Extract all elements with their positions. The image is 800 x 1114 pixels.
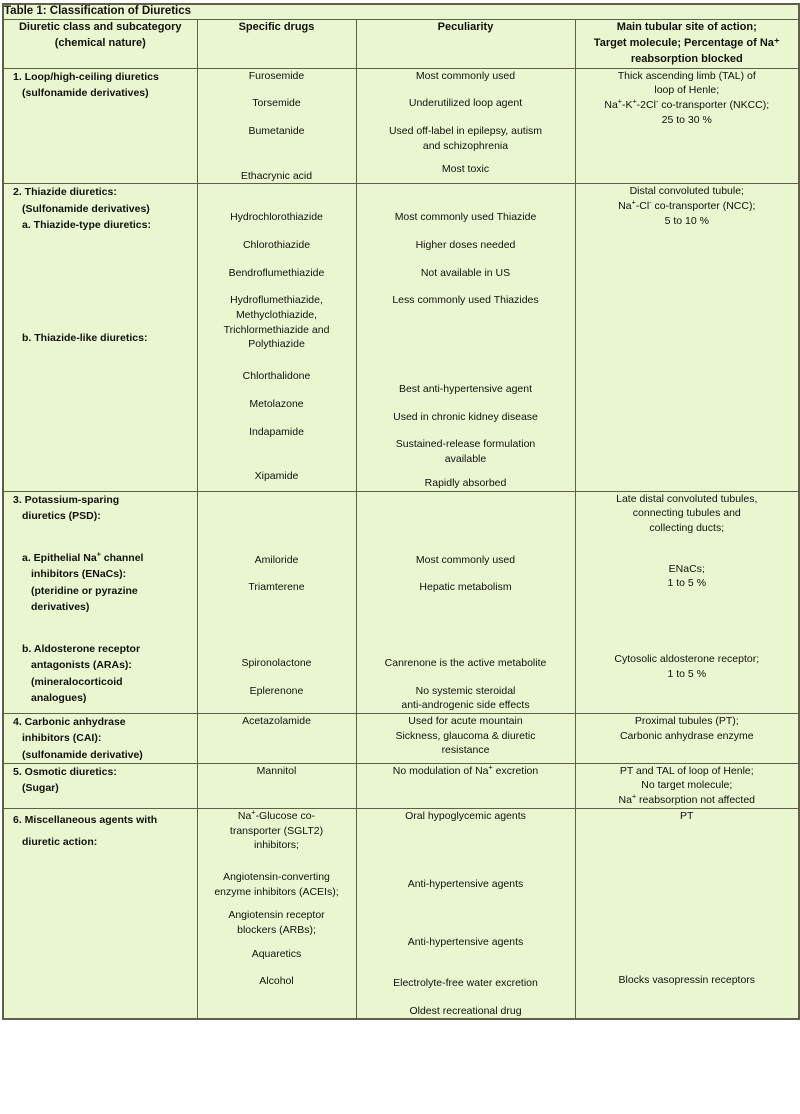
row-thiazide-class-line2: (Sulfonamide derivatives) [22,202,150,215]
row-loop-class-line2: (sulfonamide derivatives) [22,86,149,99]
row-psd-peculiarity-cell [356,491,575,713]
table-row [3,491,799,713]
drug-item: Furosemide [248,69,305,82]
row-loop-site-cell [575,68,799,184]
row-psd-drugs-cell [197,491,356,713]
site-item: Cytosolic aldosterone receptor; 1 to 5 % [614,652,760,680]
peculiarity-item: Best anti-hypertensive agent [398,383,533,396]
spacer [357,639,575,656]
spacer [357,184,575,201]
row-thiazide-sub-b: b. Thiazide-like diuretics: [22,332,148,345]
spacer [198,595,356,639]
row-psd-sub-b: b. Aldosterone receptor antagonists (ARAs): (mineralocorticoid analogues) [22,643,141,704]
row-cai-drugs-cell [197,713,356,763]
spacer [198,201,356,210]
site-item: PT and TAL of loop of Henle; No target molecule; Na+ reabsorption not affected [618,764,756,807]
header-drugs-line1: Specific drugs [238,20,315,33]
peculiarity-item: Used off-label in epilepsy, autism and schizophrenia [388,124,543,152]
peculiarity-item: Underutilized loop agent [408,97,523,110]
site-item: Proximal tubules (PT); Carbonic anhydrase enzyme [619,714,754,742]
drug-item: Aquaretics [251,947,302,960]
spacer [357,536,575,553]
row-misc-class-line1: 6. Miscellaneous agents with [13,813,158,826]
spacer [576,635,799,652]
row-thiazide-class-cell [3,184,197,491]
table-row [3,68,799,184]
row-cai-site-cell [575,713,799,763]
spacer [576,956,799,973]
drug-item: Eplerenone [249,684,304,697]
drug-item: Bendroflumethiazide [228,266,325,279]
peculiarity-item: Most commonly used Thiazide [394,211,537,224]
spacer [357,868,575,877]
drug-item: Hydrochlorothiazide [230,211,323,224]
peculiarity-item: Anti-hypertensive agents [407,877,524,890]
spacer [13,277,193,321]
row-misc-class-line2: diuretic action: [22,835,98,848]
spacer [198,184,356,201]
row-psd-site-cell [575,491,799,713]
column-header-drugs [197,19,356,68]
header-site-line3: reabsorption blocked [630,52,743,65]
row-psd-sub-a: a. Epithelial Na+ channel inhibitors (ENaCs): (pteridine or pyrazine derivatives) [22,550,144,613]
spacer [198,938,356,947]
spacer [576,912,799,956]
drug-item: Triamterene [248,581,305,594]
row-osmotic-drugs-cell [197,763,356,808]
spacer [357,308,575,352]
row-thiazide-sub-a: a. Thiazide-type diuretics: [22,218,151,231]
row-osmotic-class-cell [3,763,197,808]
spacer [13,524,193,541]
row-loop-class-line1: 1. Loop/high-ceiling diuretics [13,70,159,83]
peculiarity-item: Rapidly absorbed [424,476,507,489]
row-cai-peculiarity-cell [356,713,575,763]
spacer [13,632,193,641]
peculiarity-item: Used in chronic kidney disease [393,410,538,423]
spacer [576,553,799,562]
spacer [357,950,575,967]
row-loop-drugs-cell [197,68,356,184]
spacer [357,467,575,476]
drug-item: Na+-Glucose co- transporter (SGLT2) inhibitors; [229,808,324,852]
spacer [357,824,575,868]
site-item: Thick ascending limb (TAL) of loop of Henle; Na+-K+-2Cl- co-transporter (NKCC); 25 to 30 % [604,69,770,126]
drug-item: Mannitol [256,764,297,777]
diuretics-classification-table [2,3,800,1020]
row-thiazide-class-line1: 2. Thiazide diuretics: [13,186,117,199]
spacer [357,153,575,162]
row-osmotic-class-line1: 5. Osmotic diuretics: [13,765,117,778]
ncc-formula: Na+-Cl- co-transporter (NCC); [618,198,756,213]
row-cai-class-cell [3,713,197,763]
row-loop-peculiarity-cell [356,68,575,184]
row-psd-class-line2: diuretics (PSD): [22,509,101,522]
spacer [357,492,575,536]
row-osmotic-class-line2: (Sugar) [22,782,59,795]
site-item: Blocks vasopressin receptors [618,973,756,986]
peculiarity-item: Canrenone is the active metabolite [384,656,547,669]
drug-item: Ethacrynic acid [240,169,313,182]
spacer [13,615,193,632]
peculiarity-item: No modulation of Na+ excretion [392,763,539,777]
drug-item: Angiotensin-converting enzyme inhibitors (ACEIs); [214,870,339,898]
spacer [198,899,356,908]
drug-item: Chlorthalidone [242,370,311,383]
row-misc-site-cell [575,808,799,1019]
header-class-line2: (chemical nature) [54,36,146,49]
row-cai-class-line2: inhibitors (CAI): [22,732,102,745]
spacer [198,492,356,536]
column-header-site [575,19,799,68]
spacer [576,591,799,635]
site-item: Distal convoluted tubule; Na+-Cl- co-transporter (NCC); 5 to 10 % [618,185,756,227]
row-thiazide-drugs-cell [197,184,356,491]
row-thiazide-peculiarity-cell [356,184,575,491]
spacer [357,967,575,976]
table-caption-row [3,4,799,19]
table-row [3,713,799,763]
row-loop-class-cell [3,68,197,184]
row-psd-class-line1: 3. Potassium-sparing [13,493,120,506]
table-header-row [3,19,799,68]
column-header-peculiarity [356,19,575,68]
site-item: ENaCs; 1 to 5 % [667,562,707,590]
spacer [357,352,575,382]
nkcc-formula: Na+-K+-2Cl- co-transporter (NKCC); [604,97,770,111]
spacer [576,824,799,868]
drug-item: Bumetanide [248,124,305,137]
row-misc-peculiarity-cell [356,808,575,1019]
drug-item: Spironolactone [241,656,312,669]
drug-item: Hydroflumethiazide, Methyclothiazide, Trichlormethiazide and Polythiazide [223,294,330,351]
spacer [13,541,193,550]
table-row [3,763,799,808]
drug-item: Angiotensin receptor blockers (ARBs); [228,909,325,936]
drug-item: Acetazolamide [242,714,311,727]
spacer [576,868,799,912]
peculiarity-item: Electrolyte-free water excretion [393,976,538,989]
spacer [198,536,356,553]
peculiarity-item: Less commonly used Thiazides [392,294,539,307]
drug-item: Amiloride [254,553,299,566]
spacer [198,439,356,469]
peculiarity-item: Anti-hypertensive agents [407,936,524,949]
table-caption-cell [3,4,799,19]
peculiarity-item: Higher doses needed [415,239,516,252]
spacer [198,853,356,870]
peculiarity-item: Oral hypoglycemic agents [405,809,526,822]
site-item: Late distal convoluted tubules, connecting tubules and collecting ducts; [616,492,758,534]
drug-item: Xipamide [254,470,299,483]
spacer [357,595,575,639]
spacer [357,201,575,210]
row-cai-class-line3: (sulfonamide derivative) [22,748,143,761]
table-row [3,184,799,491]
peculiarity-item: Most commonly used [415,553,516,566]
peculiarity-item: Oldest recreational drug [409,1004,522,1017]
drug-item: Metolazone [249,397,304,410]
row-osmotic-peculiarity-cell [356,763,575,808]
table-caption-text: Table 1: Classification of Diuretics [4,5,192,17]
spacer [13,321,193,330]
row-psd-class-cell [3,491,197,713]
spacer [357,891,575,935]
site-item: PT [680,809,694,822]
spacer [576,536,799,553]
peculiarity-item: Not available in US [420,266,511,279]
spacer [198,139,356,169]
header-site-line2: Target molecule; Percentage of Na⁺ [593,36,780,49]
spacer [13,233,193,277]
drug-item: Torsemide [252,97,301,110]
peculiarity-item: Used for acute mountain Sickness, glaucoma & diuretic resistance [395,714,536,757]
header-peculiarity-line1: Peculiarity [437,20,494,33]
row-cai-class-line1: 4. Carbonic anhydrase [13,715,126,728]
peculiarity-item: Most commonly used [415,69,516,82]
drug-item: Chlorothiazide [242,239,311,252]
row-misc-drugs-cell [197,808,356,1019]
peculiarity-item: Hepatic metabolism [419,581,512,594]
row-thiazide-site-cell [575,184,799,491]
header-class-line1: Diuretic class and subcategory [18,20,182,33]
row-osmotic-site-cell [575,763,799,808]
spacer [198,639,356,656]
header-site-line1: Main tubular site of action; [616,20,757,33]
table-row [3,808,799,1019]
column-header-class [3,19,197,68]
spacer [198,352,356,369]
drug-item: Indapamide [249,425,304,438]
peculiarity-item: Sustained-release formulation available [395,438,536,466]
row-misc-class-cell [3,808,197,1019]
drug-item: Alcohol [259,975,294,988]
peculiarity-item: No systemic steroidal anti-androgenic side effects [401,684,530,712]
peculiarity-item: Most toxic [441,163,490,176]
